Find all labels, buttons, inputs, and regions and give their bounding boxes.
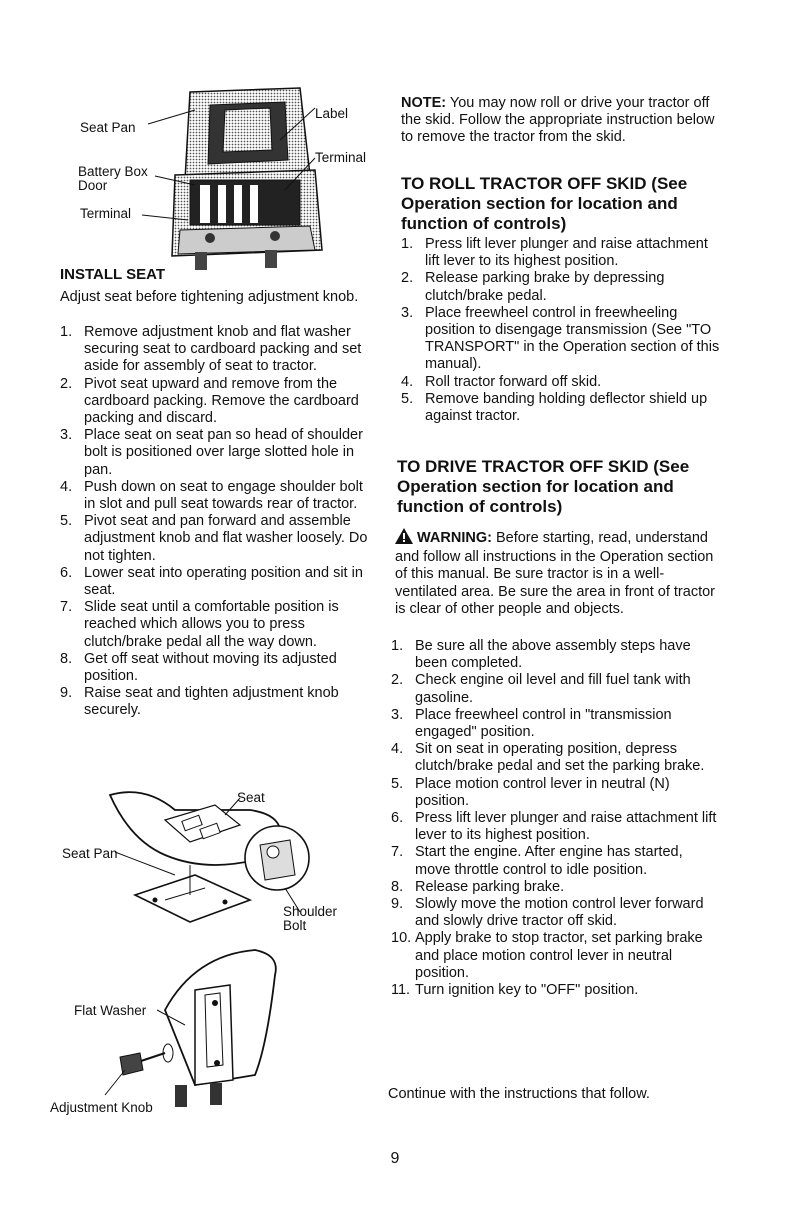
step-text: Place seat on seat pan so head of shoulder bolt is positioned over large slotted hole in pan. — [84, 427, 363, 478]
roll-off-steps — [401, 236, 721, 425]
step-text: Press lift lever plunger and raise attachment lift lever to its highest position. — [415, 810, 717, 844]
warning-icon — [395, 528, 413, 549]
figure-seat-pan — [55, 780, 365, 940]
step-number: 10. — [391, 930, 412, 947]
list-item — [391, 844, 721, 878]
step-text: Place freewheel control in "transmission engaged" position. — [415, 706, 672, 741]
step-number: 3. — [60, 427, 73, 444]
closing-line: Continue with the instructions that follow. — [388, 1086, 650, 1102]
list-item — [60, 427, 378, 479]
list-item — [391, 638, 721, 672]
step-text: Start the engine. After engine has started, move throttle control to idle position. — [415, 844, 683, 878]
callout-seat-pan: Seat Pan — [80, 120, 136, 135]
list-item — [401, 270, 721, 304]
step-text: Check engine oil level and fill fuel tank with gasoline. — [415, 672, 691, 706]
step-number: 2. — [60, 375, 73, 392]
step-text: Place motion control lever in neutral (N) position. — [415, 775, 670, 809]
step-text: Sit on seat in operating position, depress clutch/brake pedal and set the parking brake. — [415, 741, 705, 775]
step-number: 8. — [391, 878, 404, 895]
list-item — [60, 376, 378, 428]
install-seat-steps — [60, 324, 378, 720]
drive-off-heading: TO DRIVE TRACTOR OFF SKID (See Operation section for location and function of controls) — [397, 457, 690, 516]
list-item — [60, 565, 378, 599]
callout-terminal-left: Terminal — [80, 206, 132, 221]
step-number: 1. — [391, 638, 404, 654]
step-text: Release parking brake by depressing clutch/brake pedal. — [425, 270, 665, 304]
callout-bolt: Bolt — [283, 918, 307, 933]
step-number: 1. — [401, 236, 414, 252]
step-number: 4. — [60, 478, 73, 495]
install-seat-intro: Adjust seat before tightening adjustment knob. — [60, 289, 359, 305]
warning-text: Before starting, read, understand and follow all instructions in the Operation section of this manual. Be sure tractor is in a well-ventilated area. Be sure the area in front of tractor is clear of other people and objects. — [395, 530, 715, 617]
callout-label: Label — [315, 106, 349, 121]
step-text: Roll tractor forward off skid. — [425, 373, 602, 390]
step-text: Release parking brake. — [415, 878, 565, 895]
callout-battery-box-door-1: Battery Box — [78, 164, 148, 179]
step-number: 3. — [401, 304, 414, 321]
step-text: Apply brake to stop tractor, set parking brake and place motion control lever in neutral position. — [415, 930, 703, 981]
step-text: Slowly move the motion control lever forward and slowly drive tractor off skid. — [415, 896, 704, 930]
list-item — [391, 982, 721, 999]
step-text: Remove banding holding deflector shield up against tractor. — [425, 390, 708, 425]
step-number: 5. — [391, 775, 404, 792]
step-number: 5. — [401, 390, 414, 407]
list-item — [401, 374, 721, 391]
list-item — [391, 930, 721, 982]
step-text: Pivot seat and pan forward and assemble adjustment knob and flat washer loosely. Do not tighten. — [84, 513, 368, 564]
step-number: 7. — [60, 599, 73, 616]
figure-adjustment-knob — [45, 945, 345, 1125]
step-number: 9. — [391, 896, 404, 913]
note-text: You may now roll or drive your tractor off the skid. Follow the appropriate instruction below to remove the tractor from the skid. — [401, 95, 715, 146]
step-number: 2. — [401, 270, 414, 287]
list-item — [60, 513, 378, 565]
list-item — [401, 391, 721, 425]
warning-paragraph — [395, 528, 720, 618]
list-item — [401, 236, 721, 270]
step-text: Raise seat and tighten adjustment knob securely. — [84, 685, 339, 719]
note-label: NOTE: — [401, 95, 447, 111]
step-text: Pivot seat upward and remove from the cardboard packing. Remove the cardboard packing and discard. — [84, 375, 359, 427]
list-item — [391, 776, 721, 810]
list-item — [391, 672, 721, 706]
step-text: Get off seat without moving its adjusted position. — [84, 650, 337, 685]
step-number: 4. — [391, 741, 404, 758]
step-number: 5. — [60, 513, 73, 530]
list-item — [60, 685, 378, 719]
callout-flat-washer: Flat Washer — [74, 1003, 147, 1018]
note-paragraph — [401, 95, 721, 147]
callout-adjustment-knob: Adjustment Knob — [50, 1100, 153, 1115]
callout-terminal-right: Terminal — [315, 150, 367, 165]
step-text: Be sure all the above assembly steps have been completed. — [415, 638, 691, 672]
list-item — [391, 707, 721, 741]
callout-shoulder: Shoulder — [283, 904, 338, 919]
callout-battery-box-door-2: Door — [78, 178, 108, 193]
callout-seat-pan-2: Seat Pan — [62, 846, 118, 861]
list-item — [60, 324, 378, 376]
step-number: 3. — [391, 706, 404, 723]
step-number: 2. — [391, 672, 404, 689]
step-text: Remove adjustment knob and flat washer securing seat to cardboard packing and set aside for assembly of seat to tractor. — [84, 324, 362, 375]
roll-off-heading: TO ROLL TRACTOR OFF SKID (See Operation section for location and function of controls) — [401, 174, 688, 233]
step-number: 6. — [60, 564, 73, 581]
step-text: Press lift lever plunger and raise attachment lift lever to its highest position. — [425, 236, 708, 270]
step-text: Push down on seat to engage shoulder bolt in slot and pull seat towards rear of tractor. — [84, 478, 363, 513]
step-text: Lower seat into operating position and sit in seat. — [84, 564, 363, 599]
list-item — [391, 879, 721, 896]
list-item — [60, 651, 378, 685]
step-number: 4. — [401, 373, 414, 390]
list-item — [60, 599, 378, 651]
step-text: Slide seat until a comfortable position is reached which allows you to press clutch/brake pedal all the way down. — [84, 599, 339, 650]
list-item — [391, 810, 721, 844]
warning-label: WARNING: — [417, 530, 492, 546]
step-number: 8. — [60, 650, 73, 667]
step-number: 9. — [60, 685, 73, 702]
drive-off-steps — [391, 638, 721, 999]
list-item — [391, 741, 721, 775]
figure-battery-box — [60, 80, 390, 280]
list-item — [60, 479, 378, 513]
list-item — [391, 896, 721, 930]
page-number: 9 — [390, 1150, 400, 1167]
step-text: Place freewheel control in freewheeling position to disengage transmission (See "TO TRANSPORT" in the Operation section of this manual). — [425, 304, 720, 373]
callout-seat: Seat — [237, 790, 265, 805]
step-text: Turn ignition key to "OFF" position. — [415, 982, 639, 999]
adjustment-knob-illustration — [45, 945, 345, 1125]
step-number: 1. — [60, 324, 73, 340]
step-number: 7. — [391, 844, 404, 861]
list-item — [401, 305, 721, 374]
install-seat-heading: INSTALL SEAT — [60, 266, 165, 283]
step-number: 6. — [391, 810, 404, 827]
step-number: 11. — [391, 982, 411, 999]
